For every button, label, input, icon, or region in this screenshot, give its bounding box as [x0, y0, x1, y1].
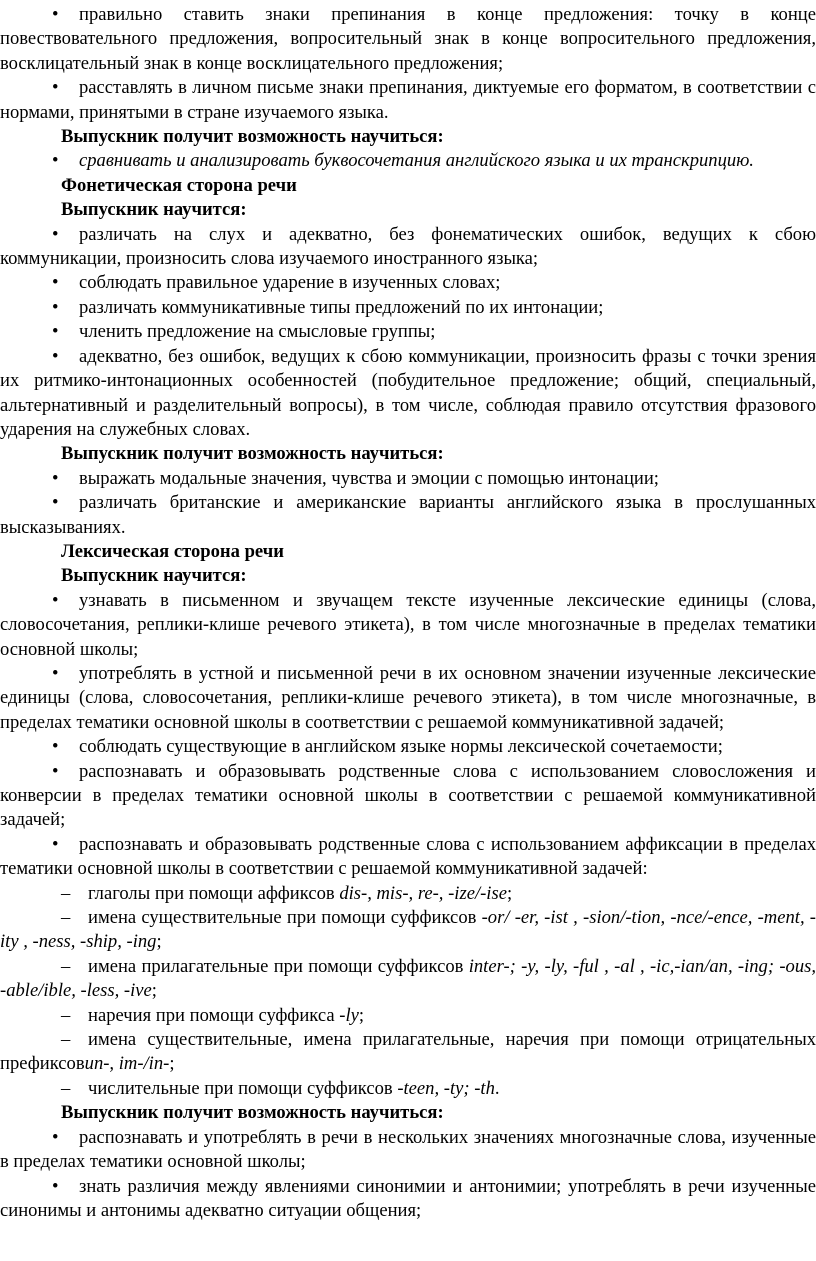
dash-text: . [494, 1077, 500, 1099]
affix-examples: -teen, -ty; -th [397, 1077, 495, 1099]
dash-text: глаголы при помощи аффиксов [88, 882, 340, 904]
bullet-text: членить предложение на смысловые группы; [79, 321, 436, 343]
bullet-icon: • [52, 833, 59, 855]
bullet-item [0, 760, 816, 833]
dash-marker: – [61, 955, 71, 977]
bullet-icon: • [52, 760, 59, 782]
dash-text: ; [169, 1053, 175, 1075]
dash-text: имена существительные, имена прилагательные, наречия при помощи отрицательных префиксов [0, 1029, 816, 1075]
bullet-text: правильно ставить знаки препинания в конце предложения: точку в конце повествовательного предложения, вопросительный знак в конце вопросительного предложения, восклицательный знак в конце восклицательного предложения; [0, 4, 816, 74]
bullet-item [0, 223, 816, 272]
bullet-text: узнавать в письменном и звучащем тексте изученные лексические единицы (слова, словосочетания, реплики-клише речевого этикета), в том числе многозначные в пределах тематики основной школы; [0, 589, 816, 660]
bullet-icon: • [52, 77, 59, 99]
section-heading: Выпускник получит возможность научиться: [61, 443, 444, 465]
bullet-text: распознавать и образовывать родственные слова с использованием аффиксации в пределах тематики основной школы в соответствии с решаемой коммуникативной задачей: [0, 833, 816, 880]
bullet-item [0, 1175, 816, 1224]
dash-item [0, 1028, 816, 1077]
bullet-icon: • [52, 4, 59, 25]
bullet-item [0, 271, 816, 295]
dash-text: имена существительные при помощи суффиксов [88, 907, 482, 929]
bullet-item [0, 662, 816, 735]
dash-marker: – [61, 1004, 71, 1026]
bullet-item [0, 589, 816, 662]
bullet-icon: • [52, 150, 59, 172]
section-heading: Выпускник научится: [61, 199, 247, 221]
bullet-icon: • [52, 736, 59, 758]
dash-text: ; [506, 882, 513, 904]
bullet-icon: • [52, 467, 59, 489]
bullet-text: распознавать и образовывать родственные слова с использованием словосложения и конверсии в пределах тематики основной школы в соответствии с решаемой коммуникативной задачей; [0, 760, 816, 831]
dash-marker: – [61, 882, 71, 904]
bullet-text: адекватно, без ошибок, ведущих к сбою коммуникации, произносить фразы с точки зрения их ритмико-интонационных особенностей (побудительное предложение; общий, специальный, альтернативный и разделительный вопросы), в том числе, соблюдая правило отсутствия фразового ударения на служебных словах. [0, 345, 816, 440]
bullet-text: расставлять в личном письме знаки препинания, диктуемые его форматом, в соответствии с нормами, принятыми в стране изучаемого языка. [0, 77, 816, 123]
dash-marker: – [61, 907, 71, 929]
affix-examples: inter-; -y, -ly, -ful , -al , -ic,-ian/an, -ing; -ous, -able/ible, -less, -ive [0, 955, 816, 1002]
dash-text: ; [156, 931, 162, 953]
affix-list [0, 882, 816, 1102]
bullet-icon: • [52, 589, 59, 611]
bullet-text: распознавать и употреблять в речи в нескольких значениях многозначные слова, изученные в пределах тематики основной школы; [0, 1126, 816, 1173]
dash-text: числительные при помощи суффиксов [88, 1077, 398, 1099]
bullet-item [0, 1126, 816, 1175]
section-heading: Выпускник получит возможность научиться: [61, 1102, 444, 1124]
section-heading: Фонетическая сторона речи [61, 174, 297, 196]
bullet-item [0, 76, 816, 125]
text-closing [0, 1101, 816, 1223]
text-body [0, 3, 816, 882]
section-heading: Лексическая сторона речи [61, 540, 284, 562]
dash-item [0, 906, 816, 955]
affix-examples: dis-, mis-, re-, -ize/-ise [339, 882, 507, 904]
bullet-item [0, 149, 816, 173]
dash-item [0, 955, 816, 1004]
dash-item [0, 1077, 816, 1101]
bullet-text: выражать модальные значения, чувства и эмоции с помощью интонации; [79, 467, 659, 489]
section-heading: Выпускник получит возможность научиться: [61, 126, 444, 148]
section-heading: Выпускник научится: [61, 565, 247, 587]
bullet-item [0, 3, 816, 76]
bullet-text: соблюдать существующие в английском языке нормы лексической сочетаемости; [79, 736, 723, 758]
affix-examples: -ly [339, 1004, 359, 1026]
dash-text: ; [151, 980, 157, 1002]
dash-item [0, 882, 816, 906]
bullet-text: соблюдать правильное ударение в изученных словах; [79, 272, 501, 294]
bullet-icon: • [52, 662, 59, 684]
bullet-item [0, 296, 816, 320]
bullet-icon: • [52, 321, 59, 343]
bullet-icon: • [52, 223, 59, 245]
bullet-item [0, 833, 816, 882]
bullet-text: знать различия между явлениями синонимии и антонимии; употреблять в речи изученные синонимы и антонимы адекватно ситуации общения; [0, 1175, 816, 1221]
bullet-item [0, 320, 816, 344]
bullet-item [0, 735, 816, 759]
bullet-text: различать британские и американские варианты английского языка в прослушанных высказываниях. [0, 492, 816, 538]
bullet-text: сравнивать и анализировать буквосочетания английского языка и их транскрипцию. [79, 150, 754, 172]
affix-examples: -or/ -er, -ist , -sion/-tion, -nce/-ence, -ment, -ity , -ness, -ship, -ing [0, 907, 816, 953]
bullet-item [0, 491, 816, 540]
bullet-icon: • [52, 345, 59, 367]
affix-examples: un-, im-/in- [84, 1053, 170, 1075]
bullet-text: употреблять в устной и письменной речи в их основном значении изученные лексические единицы (слова, словосочетания, реплики-клише речевого этикета), в том числе многозначные, в пределах тематики основной школы в соответствии с решаемой коммуникативной задачей; [0, 662, 816, 733]
dash-marker: – [61, 1077, 71, 1099]
bullet-icon: • [52, 296, 59, 318]
dash-text: имена прилагательные при помощи суффиксов [88, 955, 469, 977]
bullet-text: различать на слух и адекватно, без фонематических ошибок, ведущих к сбою коммуникации, произносить слова изучаемого иностранного языка; [0, 223, 816, 270]
dash-text: ; [358, 1004, 365, 1026]
bullet-icon: • [52, 272, 59, 294]
dash-marker: – [61, 1029, 71, 1051]
bullet-item [0, 467, 816, 491]
bullet-icon: • [52, 1126, 59, 1148]
bullet-icon: • [52, 1175, 59, 1197]
dash-text: наречия при помощи суффикса [88, 1004, 340, 1026]
dash-item [0, 1004, 816, 1028]
bullet-icon: • [52, 492, 59, 514]
bullet-item [0, 345, 816, 443]
bullet-text: различать коммуникативные типы предложений по их интонации; [79, 296, 604, 318]
